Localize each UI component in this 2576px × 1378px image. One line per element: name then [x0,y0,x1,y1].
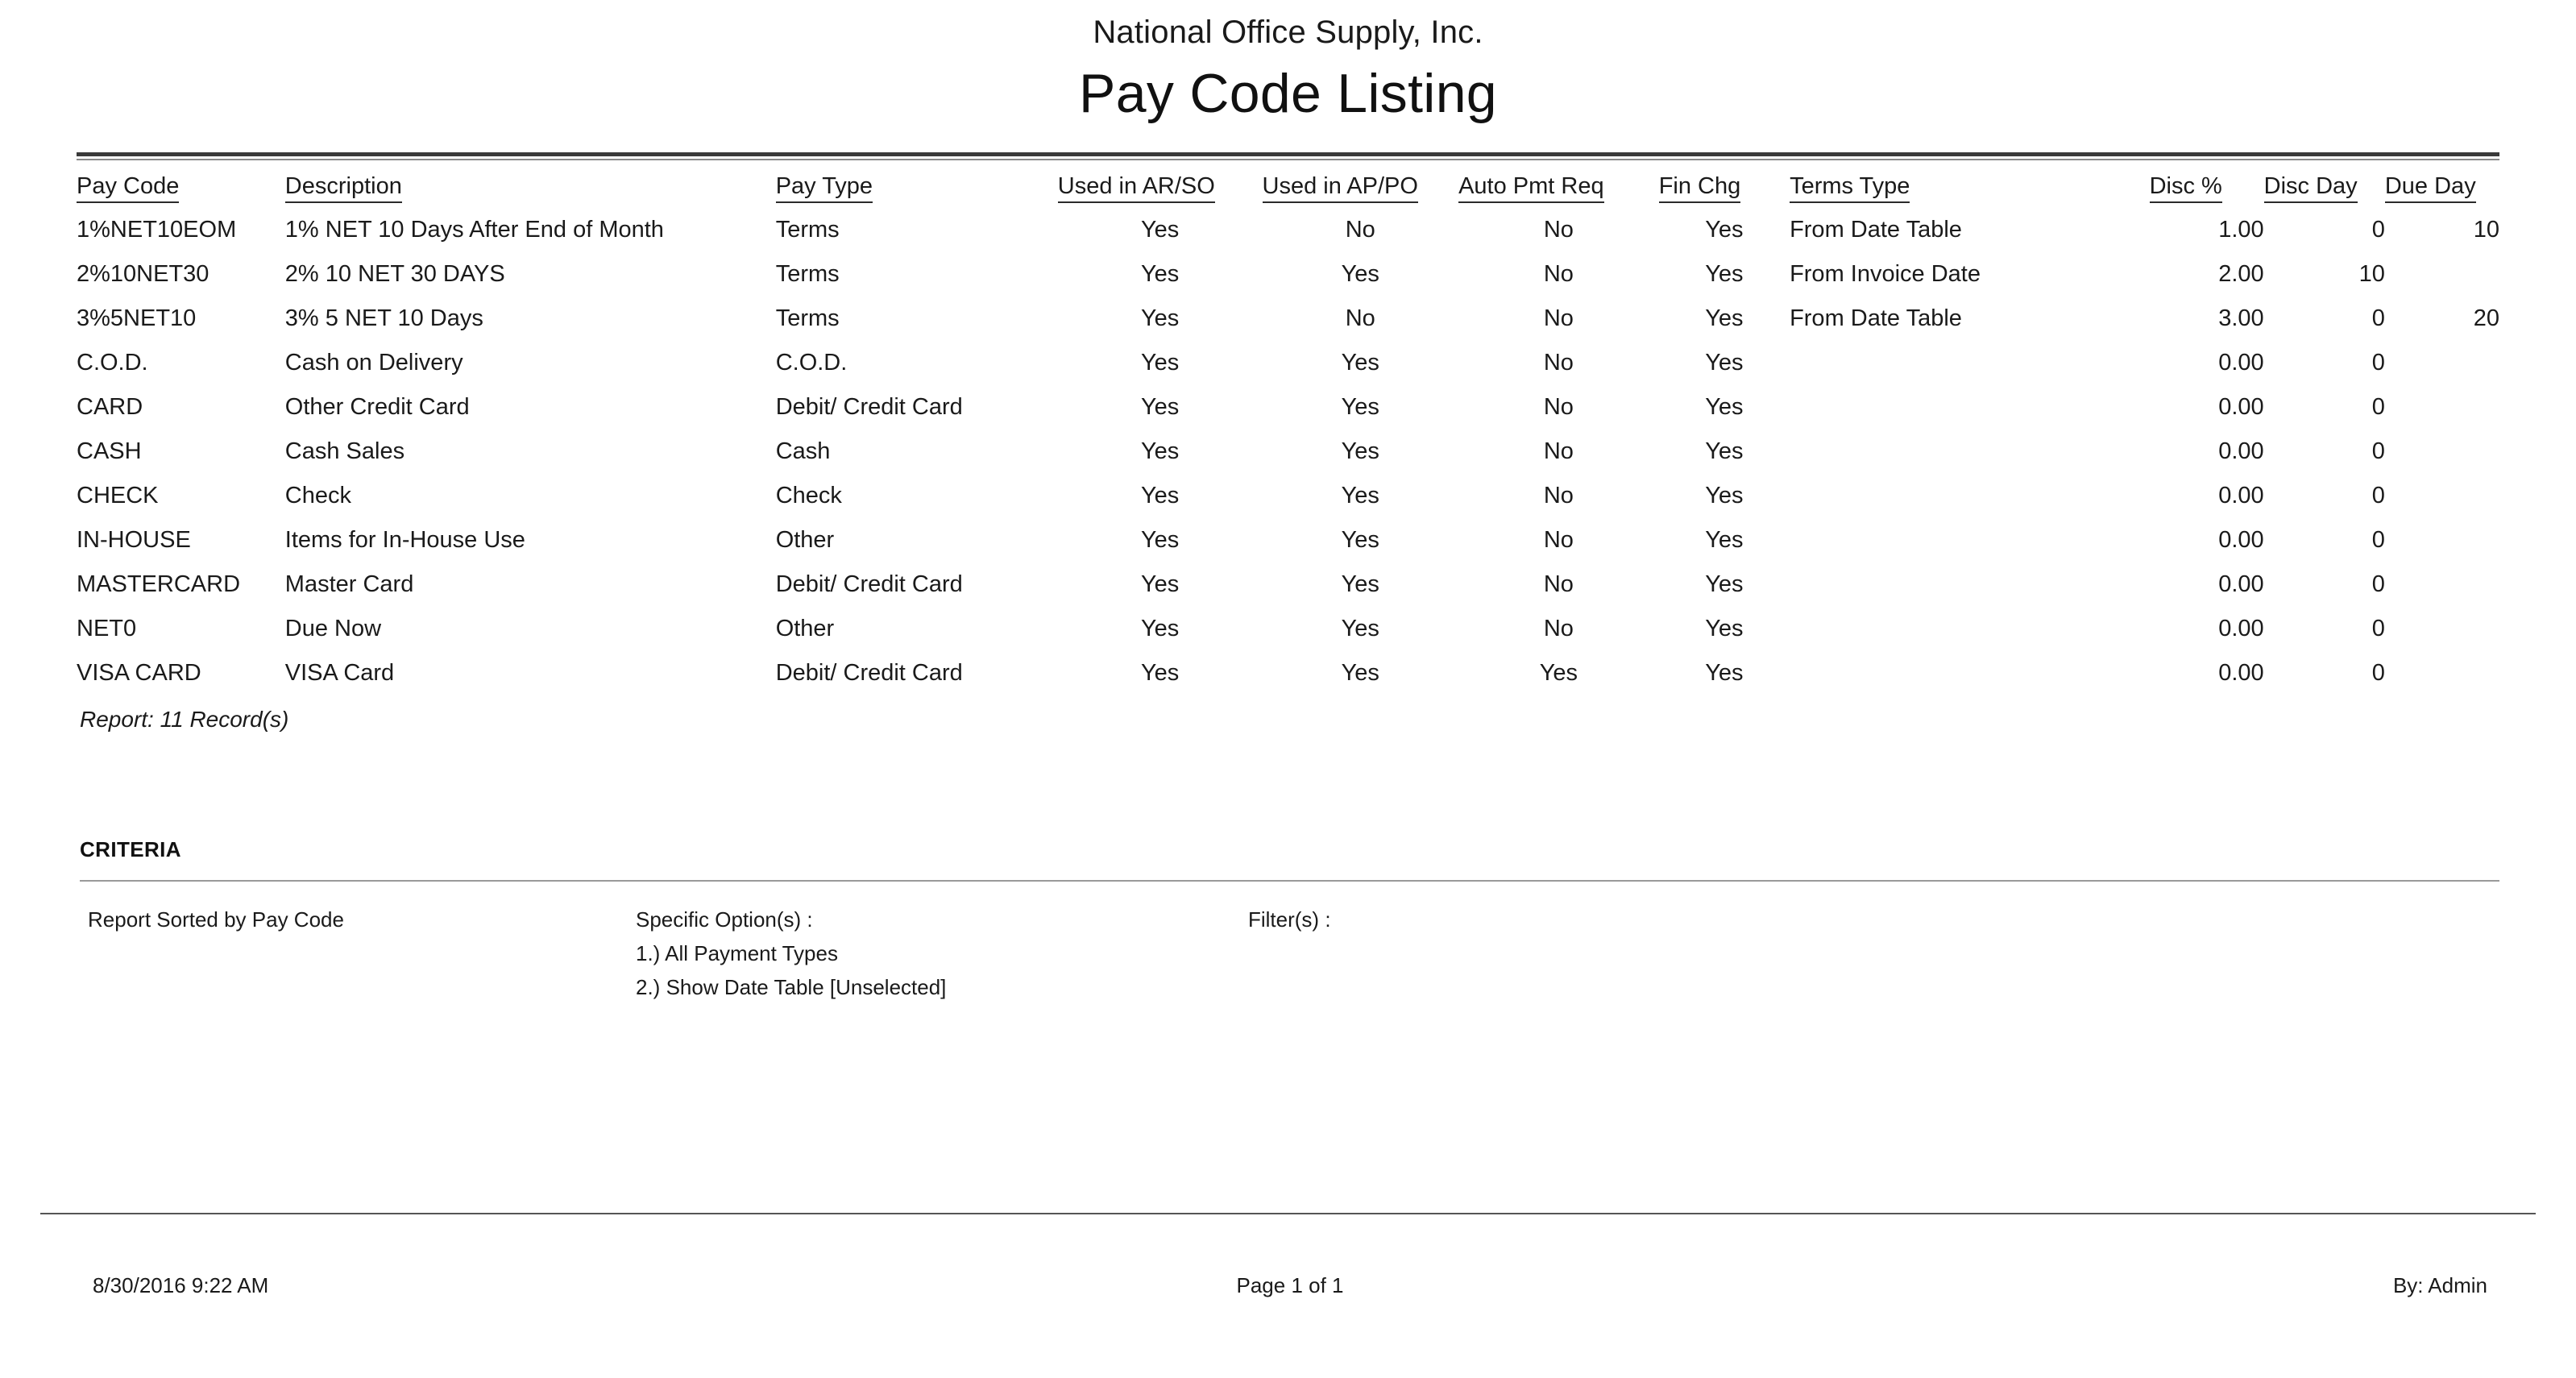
cell-used-in-arso: Yes [1140,261,1180,287]
cell-used-in-appo: Yes [1341,527,1379,553]
cell-auto-pmt-req: No [1543,261,1574,287]
cell-pay-code: CASH [77,438,142,464]
column-header-terms-type [1790,160,2150,208]
criteria-specific-option-1: 1.) All Payment Types [636,941,838,966]
cell-auto-pmt-req: No [1543,350,1574,376]
cell-pay-type: Terms [775,261,840,287]
column-header-fin-chg [1659,160,1790,208]
table-row [77,208,2499,252]
cell-used-in-appo: Yes [1341,660,1379,686]
cell-used-in-arso: Yes [1140,527,1180,553]
cell-disc-day: 0 [2371,350,2385,376]
cell-pay-code: 1%NET10EOM [77,217,237,243]
company-name: National Office Supply, Inc. [1093,15,1483,50]
criteria-filters-column [1248,903,2499,1004]
cell-disc-pct: 0.00 [2218,483,2264,508]
cell-description: Master Card [284,571,414,597]
cell-description: Check [284,483,351,508]
cell-used-in-appo: Yes [1341,616,1379,641]
cell-fin-chg: Yes [1705,394,1744,420]
footer-user: By: Admin [2392,1273,2488,1297]
cell-used-in-arso: Yes [1140,616,1180,641]
cell-pay-type: Terms [775,217,840,243]
cell-disc-pct: 0.00 [2218,616,2264,641]
column-header-used-in-arso [1058,160,1263,208]
cell-terms-type [1790,562,2150,607]
cell-terms-type: From Date Table [1790,305,1962,331]
cell-auto-pmt-req: No [1543,616,1574,641]
column-header-due-day-label: Due Day [2385,173,2476,203]
cell-used-in-appo: No [1345,305,1375,331]
cell-fin-chg: Yes [1705,483,1744,508]
cell-disc-day: 0 [2371,483,2385,508]
table-row [77,518,2499,562]
cell-due-day [2385,252,2499,297]
cell-pay-type: Cash [775,438,831,464]
column-header-fin-chg-label: Fin Chg [1659,173,1741,203]
cell-disc-pct: 0.00 [2218,438,2264,464]
cell-terms-type [1790,474,2150,518]
table-row [77,341,2499,385]
cell-disc-pct: 0.00 [2218,350,2264,376]
cell-disc-day: 0 [2371,571,2385,597]
cell-due-day [2385,607,2499,651]
cell-auto-pmt-req: No [1543,483,1574,508]
cell-fin-chg: Yes [1705,616,1744,641]
cell-disc-pct: 0.00 [2218,394,2264,420]
table-row [77,297,2499,341]
criteria-specific-options-label: Specific Option(s) : [636,907,813,932]
cell-disc-day: 0 [2371,217,2385,243]
cell-disc-day: 0 [2371,527,2385,553]
cell-used-in-arso: Yes [1140,483,1180,508]
footer-timestamp: 8/30/2016 9:22 AM [93,1273,269,1297]
cell-description: VISA Card [284,660,395,686]
cell-disc-day: 0 [2371,438,2385,464]
cell-terms-type [1790,607,2150,651]
cell-auto-pmt-req: No [1543,527,1574,553]
cell-description: Items for In-House Use [284,527,525,553]
pay-code-table [77,160,2499,695]
cell-disc-pct: 0.00 [2218,527,2264,553]
cell-fin-chg: Yes [1705,571,1744,597]
cell-auto-pmt-req: No [1543,305,1574,331]
column-header-disc-day-label: Disc Day [2264,173,2358,203]
cell-pay-code: VISA CARD [77,660,201,686]
criteria-heading: CRITERIA [80,837,181,861]
record-count: Report: 11 Record(s) [80,707,289,732]
cell-terms-type [1790,430,2150,474]
cell-disc-day: 0 [2371,660,2385,686]
cell-disc-day: 0 [2371,305,2385,331]
table-row [77,607,2499,651]
criteria-columns [80,903,2499,1004]
column-header-disc-day [2264,160,2385,208]
cell-fin-chg: Yes [1705,261,1744,287]
cell-pay-type: Debit/ Credit Card [775,394,963,420]
cell-due-day: 20 [2473,305,2499,331]
table-row [77,651,2499,695]
cell-disc-pct: 0.00 [2218,571,2264,597]
criteria-filters-label: Filter(s) : [1248,907,1331,932]
cell-due-day [2385,385,2499,430]
cell-disc-pct: 1.00 [2218,217,2264,243]
cell-terms-type: From Invoice Date [1790,261,1981,287]
cell-disc-pct: 2.00 [2218,261,2264,287]
cell-due-day: 10 [2473,217,2499,243]
cell-used-in-appo: Yes [1341,438,1379,464]
cell-used-in-appo: Yes [1341,483,1379,508]
criteria-options-column [636,903,1248,1004]
cell-used-in-appo: Yes [1341,394,1379,420]
cell-due-day [2385,430,2499,474]
column-header-pay-type-label: Pay Type [776,173,873,203]
cell-pay-code: 2%10NET30 [77,261,209,287]
cell-auto-pmt-req: Yes [1539,660,1578,686]
page-title: Pay Code Listing [1079,63,1497,124]
column-header-due-day [2385,160,2499,208]
cell-due-day [2385,518,2499,562]
cell-pay-type: Other [775,527,835,553]
cell-disc-day: 0 [2371,394,2385,420]
cell-used-in-appo: No [1345,217,1375,243]
cell-used-in-arso: Yes [1140,660,1180,686]
cell-auto-pmt-req: No [1543,571,1574,597]
cell-terms-type: From Date Table [1790,217,1962,243]
cell-fin-chg: Yes [1705,438,1744,464]
cell-used-in-arso: Yes [1140,217,1180,243]
footer-rule [40,1213,2536,1214]
column-header-used-in-arso-label: Used in AR/SO [1058,173,1215,203]
cell-due-day [2385,474,2499,518]
cell-description: Cash on Delivery [284,350,463,376]
cell-used-in-arso: Yes [1140,438,1180,464]
table-header-row [77,160,2499,208]
column-header-terms-type-label: Terms Type [1790,173,1910,203]
cell-due-day [2385,341,2499,385]
table-body [77,208,2499,695]
cell-terms-type [1790,385,2150,430]
column-header-used-in-appo-label: Used in AP/PO [1263,173,1418,203]
header-rule-thick [77,152,2499,156]
cell-description: Due Now [284,616,382,641]
cell-used-in-arso: Yes [1140,571,1180,597]
column-header-pay-type [776,160,1058,208]
cell-description: 3% 5 NET 10 Days [284,305,483,331]
cell-terms-type [1790,341,2150,385]
column-header-used-in-appo [1263,160,1459,208]
cell-due-day [2385,562,2499,607]
column-header-disc-pct-label: Disc % [2150,173,2222,203]
cell-terms-type [1790,518,2150,562]
page-footer [77,1273,2499,1298]
cell-pay-code: MASTERCARD [77,571,241,597]
column-header-auto-pmt-req-label: Auto Pmt Req [1458,173,1604,203]
cell-disc-day: 10 [2358,261,2385,287]
criteria-specific-option-2: 2.) Show Date Table [Unselected] [636,975,947,1000]
table-row [77,474,2499,518]
cell-used-in-appo: Yes [1341,571,1379,597]
cell-description: 1% NET 10 Days After End of Month [284,217,664,243]
table-row [77,252,2499,297]
column-header-description [285,160,776,208]
cell-fin-chg: Yes [1705,350,1744,376]
cell-description: Other Credit Card [284,394,470,420]
cell-auto-pmt-req: No [1543,394,1574,420]
cell-pay-code: NET0 [77,616,137,641]
cell-used-in-appo: Yes [1341,261,1379,287]
table-row [77,385,2499,430]
cell-pay-type: Debit/ Credit Card [775,571,963,597]
cell-pay-code: CARD [77,394,143,420]
cell-pay-type: Terms [775,305,840,331]
cell-disc-pct: 0.00 [2218,660,2264,686]
cell-disc-pct: 3.00 [2218,305,2264,331]
cell-pay-type: Other [775,616,835,641]
criteria-sorted-by: Report Sorted by Pay Code [88,907,344,932]
criteria-rule [80,880,2499,882]
column-header-auto-pmt-req [1458,160,1659,208]
table-row [77,430,2499,474]
cell-pay-code: CHECK [77,483,159,508]
cell-disc-day: 0 [2371,616,2385,641]
cell-pay-code: 3%5NET10 [77,305,197,331]
column-header-pay-code [77,160,285,208]
column-header-pay-code-label: Pay Code [77,173,179,203]
cell-used-in-appo: Yes [1341,350,1379,376]
column-header-disc-pct [2150,160,2264,208]
table-header [77,160,2499,208]
cell-used-in-arso: Yes [1140,394,1180,420]
footer-page-number: Page 1 of 1 [1236,1273,1344,1297]
cell-fin-chg: Yes [1705,527,1744,553]
criteria-sort-column [80,903,636,1004]
column-header-description-label: Description [285,173,402,203]
cell-pay-type: Check [775,483,842,508]
cell-fin-chg: Yes [1705,660,1744,686]
cell-pay-type: C.O.D. [775,350,848,376]
cell-pay-type: Debit/ Credit Card [775,660,963,686]
cell-fin-chg: Yes [1705,305,1744,331]
criteria-section [77,837,2499,1004]
cell-auto-pmt-req: No [1543,438,1574,464]
cell-used-in-arso: Yes [1140,305,1180,331]
cell-description: Cash Sales [284,438,405,464]
cell-terms-type [1790,651,2150,695]
cell-pay-code: IN-HOUSE [77,527,191,553]
cell-fin-chg: Yes [1705,217,1744,243]
cell-auto-pmt-req: No [1543,217,1574,243]
cell-used-in-arso: Yes [1140,350,1180,376]
cell-due-day [2385,651,2499,695]
cell-pay-code: C.O.D. [77,350,148,376]
table-row [77,562,2499,607]
cell-description: 2% 10 NET 30 DAYS [284,261,505,287]
